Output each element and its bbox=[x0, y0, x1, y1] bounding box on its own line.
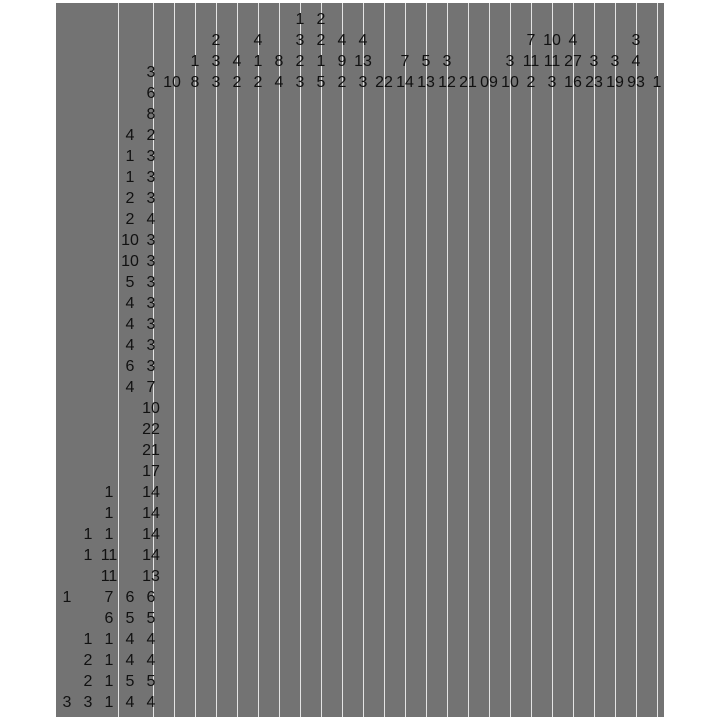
row-clue-number: 5 bbox=[125, 673, 135, 690]
row-clue-number: 2 bbox=[83, 652, 93, 669]
grid-line bbox=[468, 3, 469, 717]
row-clue-number: 4 bbox=[125, 631, 135, 648]
grid-line bbox=[573, 3, 574, 717]
column-clue-number: 3 bbox=[505, 53, 515, 70]
column-clue-number: 2 bbox=[316, 32, 326, 49]
row-clue-number: 6 bbox=[125, 589, 135, 606]
column-clue-number: 13 bbox=[417, 74, 435, 91]
nonogram-board bbox=[56, 3, 664, 717]
row-clue-number: 4 bbox=[146, 652, 156, 669]
column-clue-number: 12 bbox=[438, 74, 456, 91]
row-clue-number: 5 bbox=[146, 610, 156, 627]
row-clue-number: 2 bbox=[146, 127, 156, 144]
row-clue-number: 3 bbox=[83, 694, 93, 711]
column-clue-number: 2 bbox=[211, 32, 221, 49]
column-clue-number: 1 bbox=[253, 53, 263, 70]
row-clue-number: 6 bbox=[125, 358, 135, 375]
row-clue-number: 3 bbox=[146, 358, 156, 375]
column-clue-number: 7 bbox=[526, 32, 536, 49]
row-clue-number: 14 bbox=[142, 484, 160, 501]
column-clue-number: 27 bbox=[564, 53, 582, 70]
row-clue-number: 1 bbox=[83, 526, 93, 543]
grid-line bbox=[552, 3, 553, 717]
grid-line bbox=[300, 3, 301, 717]
grid-line bbox=[657, 3, 658, 717]
row-clue-number: 3 bbox=[146, 64, 156, 81]
row-clue-number: 1 bbox=[104, 631, 114, 648]
column-clue-number: 09 bbox=[480, 74, 498, 91]
row-clue-number: 10 bbox=[121, 253, 139, 270]
column-clue-number: 3 bbox=[358, 74, 368, 91]
grid-line bbox=[426, 3, 427, 717]
row-clue-number: 1 bbox=[125, 169, 135, 186]
column-clue bbox=[644, 3, 664, 93]
row-clue-number: 4 bbox=[146, 631, 156, 648]
grid-line bbox=[363, 3, 364, 717]
row-clue-number: 17 bbox=[142, 463, 160, 480]
row-clue-number: 6 bbox=[146, 85, 156, 102]
column-clue-number: 8 bbox=[190, 74, 200, 91]
row-clue-number: 10 bbox=[121, 232, 139, 249]
row-clue-number: 7 bbox=[146, 379, 156, 396]
row-clue-number: 1 bbox=[125, 148, 135, 165]
row-clue-number: 5 bbox=[125, 610, 135, 627]
column-clue-number: 1 bbox=[295, 11, 305, 28]
column-clue-number: 19 bbox=[606, 74, 624, 91]
row-clue-number: 14 bbox=[142, 547, 160, 564]
column-clue-number: 2 bbox=[253, 74, 263, 91]
row-clue-number: 3 bbox=[146, 337, 156, 354]
grid-line bbox=[195, 3, 196, 717]
grid-line bbox=[342, 3, 343, 717]
column-clue-number: 13 bbox=[354, 53, 372, 70]
row-clue-number: 11 bbox=[100, 568, 118, 585]
row-clue-number: 6 bbox=[104, 610, 114, 627]
grid-line bbox=[594, 3, 595, 717]
column-clue-number: 2 bbox=[337, 74, 347, 91]
row-clue-number: 21 bbox=[142, 442, 160, 459]
row-clue-number: 11 bbox=[100, 547, 118, 564]
column-clue-number: 93 bbox=[627, 74, 645, 91]
column-clue-number: 22 bbox=[375, 74, 393, 91]
column-clue-number: 8 bbox=[274, 53, 284, 70]
column-clue-number: 1 bbox=[190, 53, 200, 70]
column-clue-number: 3 bbox=[295, 32, 305, 49]
row-clue-number: 1 bbox=[83, 631, 93, 648]
row-clue-number: 14 bbox=[142, 505, 160, 522]
column-clue-number: 3 bbox=[442, 53, 452, 70]
row-clue-number: 4 bbox=[125, 694, 135, 711]
column-clue-number: 3 bbox=[211, 74, 221, 91]
row-clue-number: 14 bbox=[142, 526, 160, 543]
grid-line bbox=[279, 3, 280, 717]
row-clue-number: 2 bbox=[125, 211, 135, 228]
row-clue-number: 3 bbox=[146, 190, 156, 207]
row-clue-number: 13 bbox=[142, 568, 160, 585]
column-clue-number: 23 bbox=[585, 74, 603, 91]
row-clue-number: 8 bbox=[146, 106, 156, 123]
column-clue-number: 4 bbox=[253, 32, 263, 49]
column-clue-number: 5 bbox=[316, 74, 326, 91]
grid-line bbox=[489, 3, 490, 717]
column-clue-number: 4 bbox=[358, 32, 368, 49]
column-clue-number: 10 bbox=[501, 74, 519, 91]
row-clue-number: 10 bbox=[142, 400, 160, 417]
column-clue-number: 11 bbox=[543, 53, 561, 70]
column-clue-number: 3 bbox=[211, 53, 221, 70]
grid-line bbox=[174, 3, 175, 717]
row-clue-number: 1 bbox=[104, 505, 114, 522]
row-clue-number: 22 bbox=[142, 421, 160, 438]
column-clue-number: 2 bbox=[295, 53, 305, 70]
grid-line bbox=[321, 3, 322, 717]
column-clue-number: 2 bbox=[316, 11, 326, 28]
column-clue-number: 4 bbox=[631, 53, 641, 70]
column-clue-number: 16 bbox=[564, 74, 582, 91]
row-clue-number: 3 bbox=[146, 169, 156, 186]
column-clue-number: 7 bbox=[400, 53, 410, 70]
grid-line bbox=[216, 3, 217, 717]
row-clue-number: 6 bbox=[146, 589, 156, 606]
row-clue-number: 1 bbox=[104, 652, 114, 669]
row-clue-number: 1 bbox=[104, 673, 114, 690]
grid-line bbox=[636, 3, 637, 717]
row-clue-number: 3 bbox=[146, 232, 156, 249]
row-clue-number: 4 bbox=[125, 127, 135, 144]
row-clue-column bbox=[139, 62, 163, 713]
column-clue-number: 3 bbox=[547, 74, 557, 91]
column-clue-number: 5 bbox=[421, 53, 431, 70]
column-clue-number: 3 bbox=[589, 53, 599, 70]
grid-line bbox=[510, 3, 511, 717]
column-clue-number: 4 bbox=[568, 32, 578, 49]
row-clue-number: 4 bbox=[125, 337, 135, 354]
row-clue-number: 4 bbox=[125, 316, 135, 333]
row-clue-number: 7 bbox=[104, 589, 114, 606]
column-clue-number: 3 bbox=[631, 32, 641, 49]
column-clue-number: 10 bbox=[163, 74, 181, 91]
row-clue-number: 4 bbox=[125, 379, 135, 396]
column-clue-number: 9 bbox=[337, 53, 347, 70]
row-clue-number: 4 bbox=[125, 652, 135, 669]
row-clue-number: 5 bbox=[146, 673, 156, 690]
row-clue-number: 3 bbox=[146, 148, 156, 165]
row-clue-number: 3 bbox=[146, 295, 156, 312]
row-clue-number: 1 bbox=[104, 694, 114, 711]
grid-line bbox=[447, 3, 448, 717]
grid-line bbox=[615, 3, 616, 717]
row-clue-number: 4 bbox=[146, 211, 156, 228]
column-clue-number: 1 bbox=[316, 53, 326, 70]
row-clue-number: 2 bbox=[83, 673, 93, 690]
column-clue-number: 11 bbox=[522, 53, 540, 70]
row-clue-number: 1 bbox=[104, 526, 114, 543]
grid-line bbox=[405, 3, 406, 717]
row-clue-number: 5 bbox=[125, 274, 135, 291]
row-clue-number: 1 bbox=[62, 589, 72, 606]
column-clue-number: 4 bbox=[232, 53, 242, 70]
column-clue-number: 4 bbox=[337, 32, 347, 49]
row-clue-number: 3 bbox=[62, 694, 72, 711]
column-clue-number: 4 bbox=[274, 74, 284, 91]
column-clue-number: 3 bbox=[295, 74, 305, 91]
column-clue-number: 21 bbox=[459, 74, 477, 91]
row-clue-number: 1 bbox=[83, 547, 93, 564]
row-clue-number: 3 bbox=[146, 253, 156, 270]
column-clue-number: 1 bbox=[652, 74, 662, 91]
column-clue-number: 2 bbox=[232, 74, 242, 91]
row-clue-number: 3 bbox=[146, 274, 156, 291]
grid-line bbox=[237, 3, 238, 717]
column-clue-number: 14 bbox=[396, 74, 414, 91]
row-clue-number: 2 bbox=[125, 190, 135, 207]
row-clue-number: 3 bbox=[146, 316, 156, 333]
row-clue-number: 1 bbox=[104, 484, 114, 501]
grid-line bbox=[258, 3, 259, 717]
column-clue-number: 2 bbox=[526, 74, 536, 91]
column-clue-number: 3 bbox=[610, 53, 620, 70]
row-clue-number: 4 bbox=[146, 694, 156, 711]
row-clue-number: 4 bbox=[125, 295, 135, 312]
grid-line bbox=[384, 3, 385, 717]
column-clue-number: 10 bbox=[543, 32, 561, 49]
grid-line bbox=[531, 3, 532, 717]
